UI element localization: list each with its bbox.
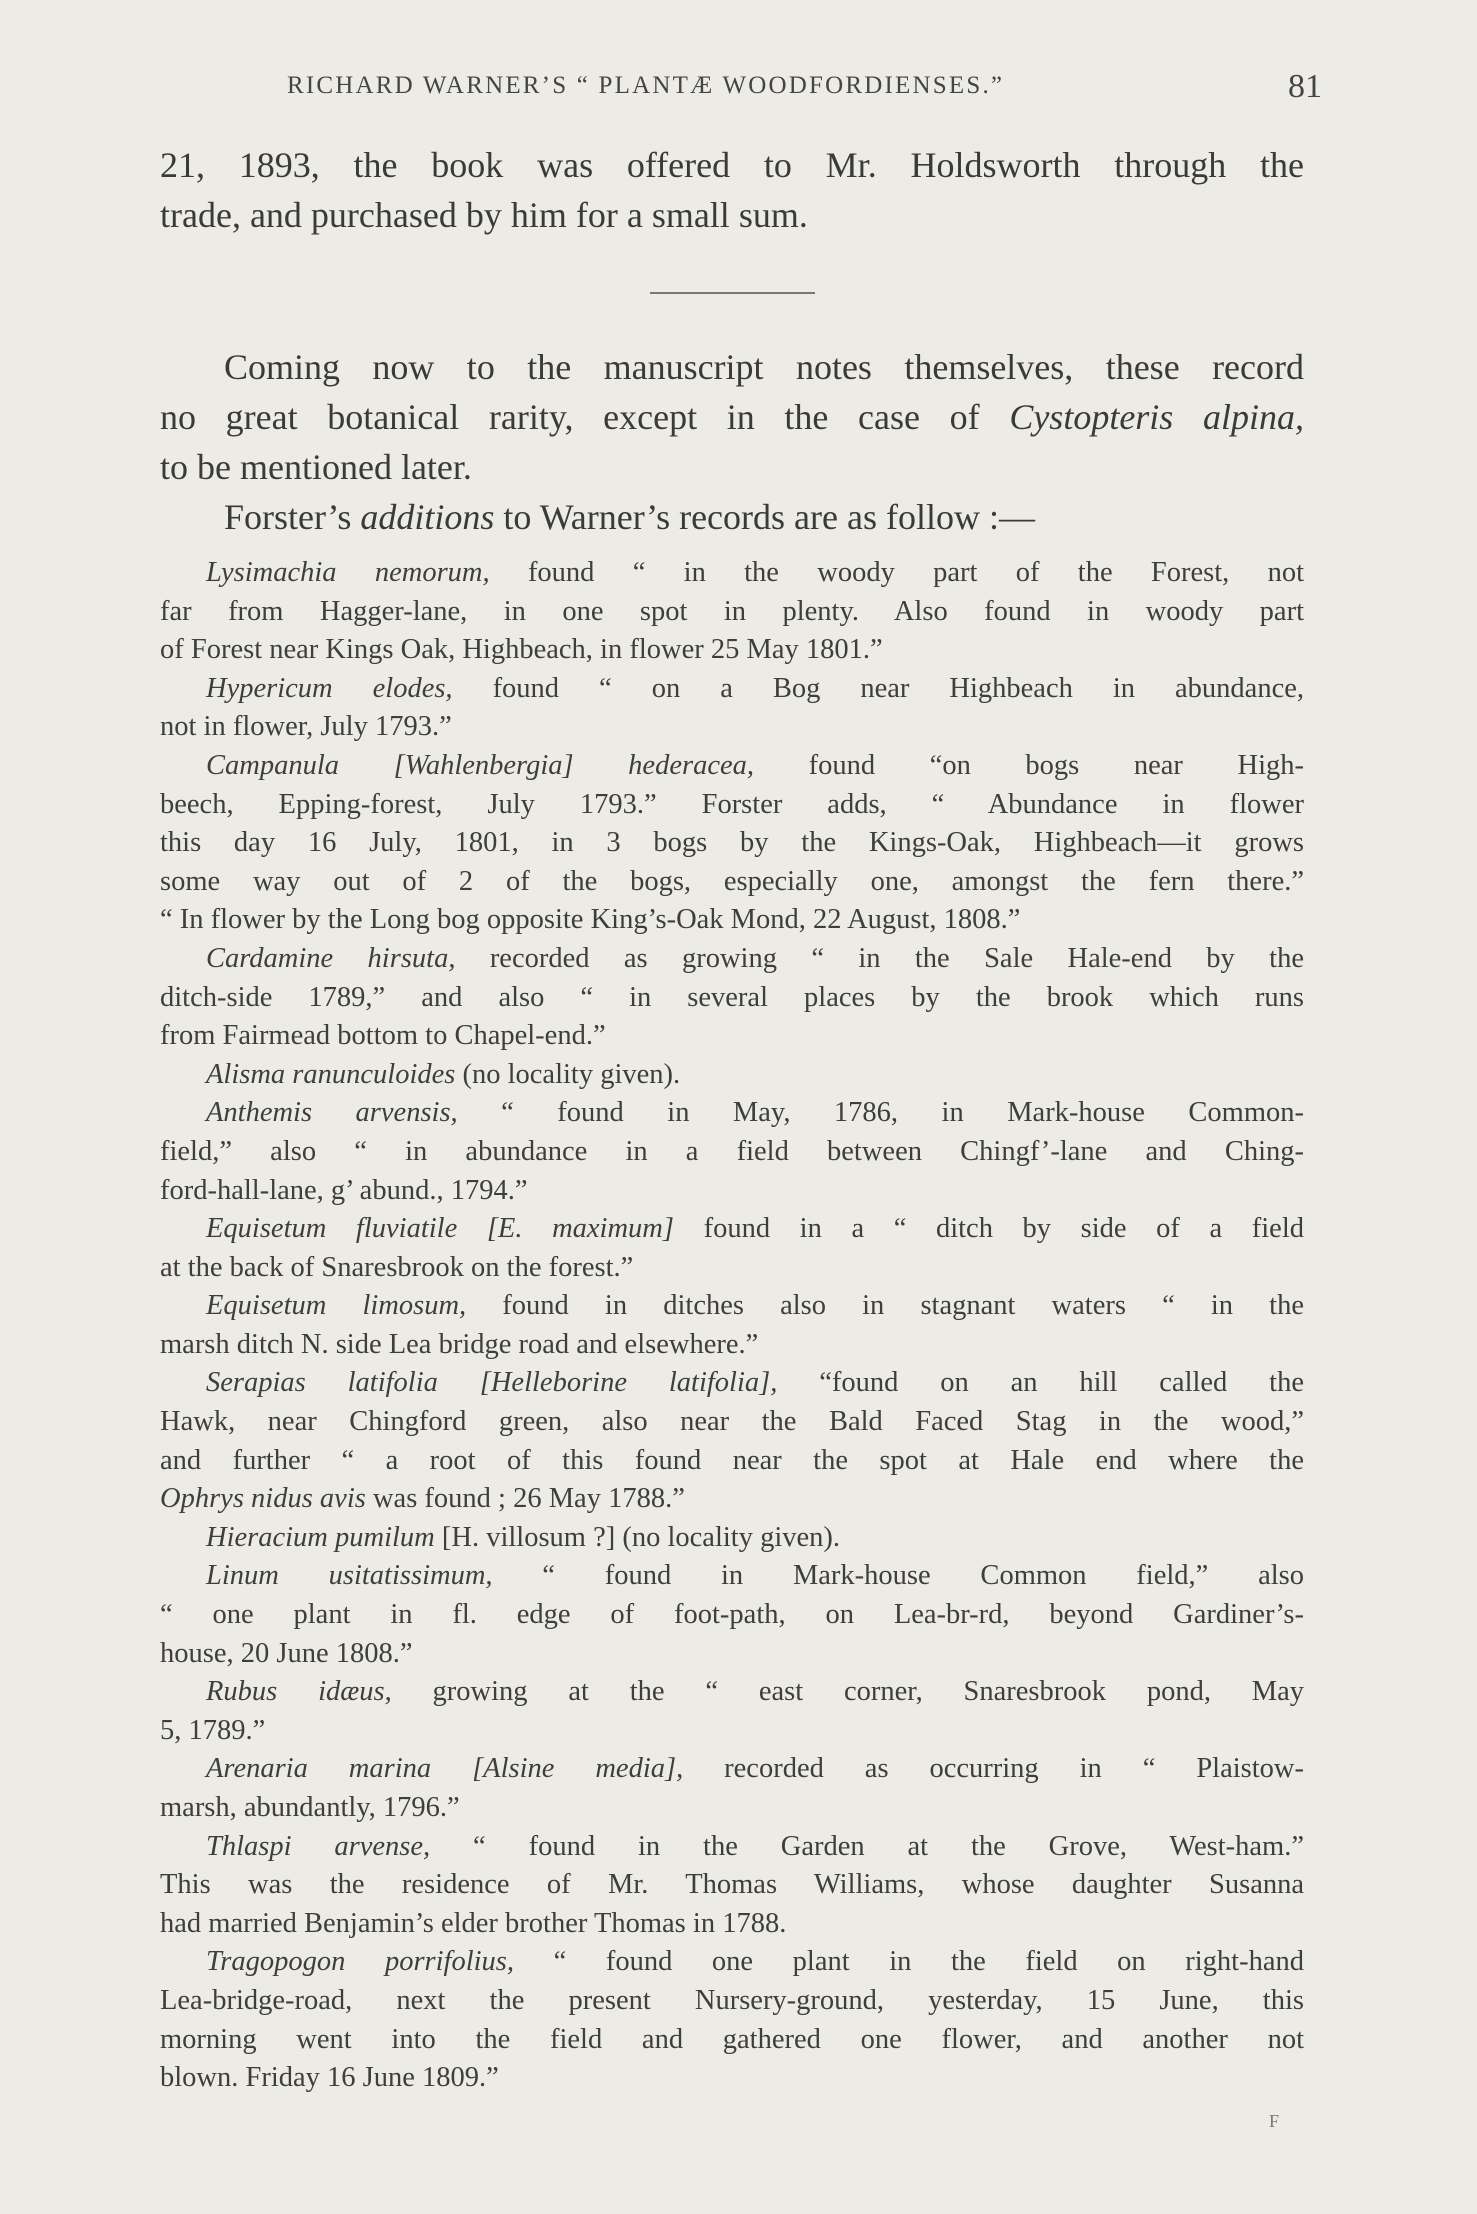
lysimachia-line-3: of Forest near Kings Oak, Highbeach, in flower 25 May 1801.”	[160, 634, 883, 666]
equisetum-fluviatile-name: Equisetum fluviatile [E. maximum]	[206, 1213, 674, 1245]
hypericum-line-2: not in flower, July 1793.”	[160, 711, 452, 743]
hieracium-line-1: Hieracium pumilum [H. villosum ?] (no locality given).	[206, 1521, 841, 1553]
tragopogon-line-3: morning went into the field and gathered one flower, and another not	[160, 2023, 1304, 2055]
anthemis-line-2: field,” also “ in abundance in a field between Chingf’-lane and Ching-	[160, 1135, 1304, 1167]
alisma-line-1: Alisma ranunculoides (no locality given).	[206, 1058, 681, 1090]
lysimachia-name: Lysimachia nemorum,	[206, 557, 490, 588]
running-title: RICHARD WARNER’S “ PLANTÆ WOODFORDIENSES.”	[287, 72, 1005, 99]
cardamine-line-1: Cardamine hirsuta, recorded as growing “ in the Sale Hale-end by the	[206, 942, 1304, 974]
equisetum-fluviatile-line-1: Equisetum fluviatile [E. maximum] found in a “ ditch by side of a field	[206, 1213, 1305, 1245]
notes-line-4-suffix: to Warner’s records are as follow :—	[494, 497, 1035, 537]
thlaspi-line-1: Thlaspi arvense, “ found in the Garden at the Grove, West-ham.”	[206, 1830, 1304, 1862]
notes-line-4-prefix: Forster’s	[224, 497, 361, 537]
intro-line-2: trade, and purchased by him for a small sum.	[160, 195, 808, 235]
serapias-line-1: Serapias latifolia [Helleborine latifolia], “found on an hill called the	[206, 1367, 1305, 1399]
equisetum-limosum-name: Equisetum limosum,	[206, 1290, 467, 1322]
linum-name: Linum usitatissimum,	[206, 1560, 493, 1592]
campanula-line-2: beech, Epping-forest, July 1793.” Forster adds, “ Abundance in flower	[160, 788, 1304, 820]
equisetum-limosum-line-2: marsh ditch N. side Lea bridge road and elsewhere.”	[160, 1328, 759, 1360]
tragopogon-line-1: Tragopogon porrifolius, “ found one plant in the field on right-hand	[206, 1946, 1304, 1978]
serapias-line-3: and further “ a root of this found near the spot at Hale end where the	[160, 1444, 1304, 1476]
linum-line-2: “ one plant in fl. edge of foot-path, on Lea-br-rd, beyond Gardiner’s-	[160, 1599, 1304, 1631]
hypericum-name: Hypericum elodes,	[206, 672, 453, 704]
campanula-line-3: this day 16 July, 1801, in 3 bogs by the Kings-Oak, Highbeach—it grows	[160, 827, 1304, 859]
signature-mark: F	[1268, 2111, 1279, 2131]
anthemis-name: Anthemis arvensis,	[206, 1097, 458, 1129]
page-number: 81	[1288, 68, 1322, 105]
rubus-name: Rubus idæus,	[206, 1676, 392, 1708]
notes-line-3: to be mentioned later.	[160, 447, 472, 487]
thlaspi-line-2: This was the residence of Mr. Thomas Williams, whose daughter Susanna	[160, 1869, 1304, 1901]
thlaspi-line-3: had married Benjamin’s elder brother Thomas in 1788.	[160, 1907, 787, 1939]
thlaspi-name: Thlaspi arvense,	[206, 1830, 431, 1862]
campanula-line-5: “ In flower by the Long bog opposite King’s-Oak Mond, 22 August, 1808.”	[160, 904, 1021, 936]
ophrys-name: Ophrys nidus avis	[160, 1483, 366, 1515]
species-entries	[160, 554, 1304, 2098]
intro-line-1: 21, 1893, the book was offered to Mr. Holdsworth through the	[160, 145, 1304, 185]
section-divider	[650, 292, 815, 294]
anthemis-line-3: ford-hall-lane, g’ abund., 1794.”	[160, 1174, 528, 1206]
cardamine-name: Cardamine hirsuta,	[206, 942, 456, 974]
anthemis-line-1: Anthemis arvensis, “ found in May, 1786, in Mark-house Common-	[206, 1097, 1304, 1129]
cardamine-line-2: ditch-side 1789,” and also “ in several places by the brook which runs	[160, 981, 1304, 1013]
main-text	[160, 140, 1304, 2098]
arenaria-line-2: marsh, abundantly, 1796.”	[160, 1792, 460, 1823]
cardamine-line-3: from Fairmead bottom to Chapel-end.”	[160, 1020, 606, 1052]
linum-line-3: house, 20 June 1808.”	[160, 1637, 413, 1669]
hypericum-line-1: Hypericum elodes, found “ on a Bog near Highbeach in abundance,	[206, 672, 1304, 704]
rubus-line-1: Rubus idæus, growing at the “ east corner, Snaresbrook pond, May	[206, 1676, 1304, 1708]
lysimachia-line-1: Lysimachia nemorum, found “ in the woody part of the Forest, not	[206, 557, 1304, 588]
equisetum-fluviatile-line-2: at the back of Snaresbrook on the forest.”	[160, 1251, 634, 1283]
notes-line-1: Coming now to the manuscript notes themselves, these record	[224, 347, 1304, 387]
lysimachia-line-2: far from Hagger-lane, in one spot in plenty. Also found in woody part	[160, 595, 1304, 627]
campanula-name: Campanula [Wahlenbergia] hederacea,	[206, 749, 754, 781]
tragopogon-line-2: Lea-bridge-road, next the present Nursery-ground, yesterday, 15 June, this	[160, 1984, 1304, 2016]
arenaria-name: Arenaria marina [Alsine media],	[206, 1753, 684, 1785]
serapias-line-2: Hawk, near Chingford green, also near the Bald Faced Stag in the wood,”	[160, 1406, 1304, 1438]
additions-word: additions	[360, 497, 495, 537]
notes-line-2-prefix: no great botanical rarity, except in the case of	[160, 397, 1010, 437]
campanula-line-4: some way out of 2 of the bogs, especially one, amongst the fern there.”	[160, 865, 1304, 897]
notes-line-2	[160, 392, 1304, 442]
arenaria-line-1: Arenaria marina [Alsine media], recorded as occurring in “ Plaistow-	[206, 1753, 1304, 1785]
tragopogon-name: Tragopogon porrifolius,	[206, 1946, 515, 1978]
rubus-line-2: 5, 1789.”	[160, 1714, 266, 1746]
notes-line-4	[160, 492, 1304, 542]
cystopteris-name: Cystopteris alpina,	[1009, 397, 1304, 437]
campanula-line-1: Campanula [Wahlenbergia] hederacea, found “on bogs near High-	[206, 749, 1304, 781]
tragopogon-line-4: blown. Friday 16 June 1809.”	[160, 2062, 499, 2094]
linum-line-1: Linum usitatissimum, “ found in Mark-house Common field,” also	[206, 1560, 1304, 1592]
serapias-name: Serapias latifolia [Helleborine latifolia],	[206, 1367, 778, 1399]
running-head	[152, 68, 1322, 108]
serapias-line-4: Ophrys nidus avis was found ; 26 May 1788.”	[160, 1483, 685, 1515]
hieracium-name: Hieracium pumilum	[206, 1521, 435, 1553]
equisetum-limosum-line-1: Equisetum limosum, found in ditches also in stagnant waters “ in the	[206, 1290, 1304, 1322]
alisma-name: Alisma ranunculoides	[206, 1058, 456, 1090]
